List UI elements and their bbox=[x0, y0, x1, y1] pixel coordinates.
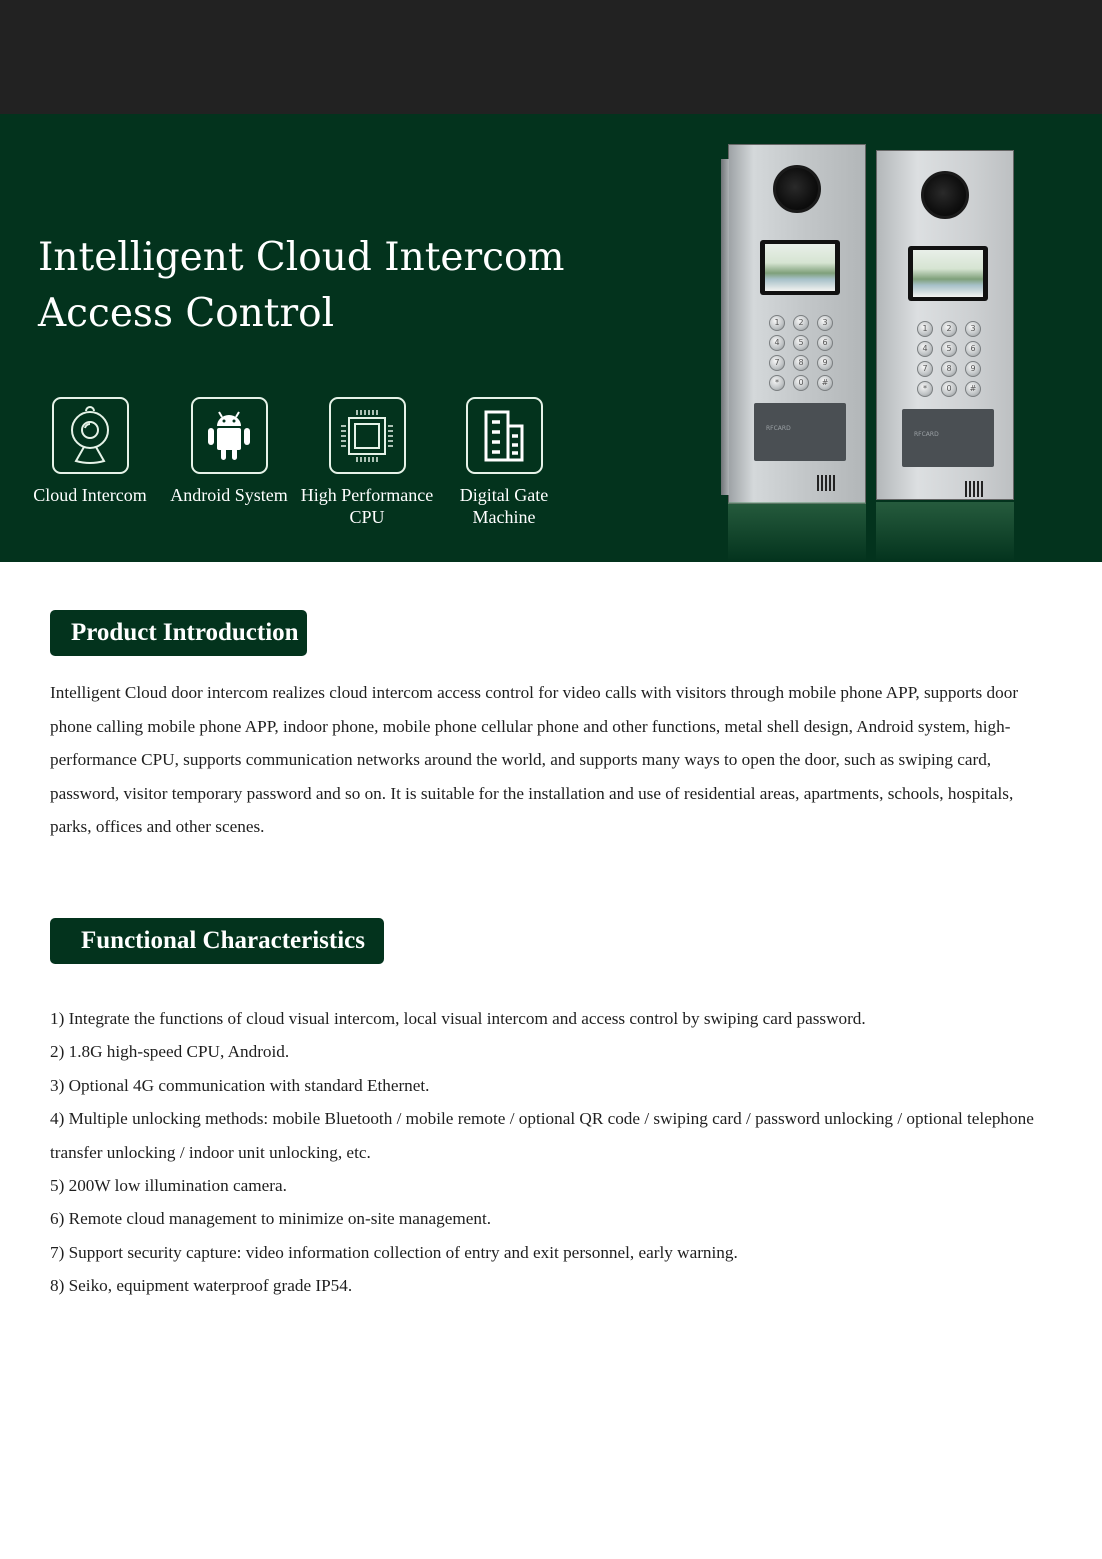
intercom-product-image bbox=[720, 144, 1020, 564]
list-item: 4) Multiple unlocking methods: mobile Bluetooth / mobile remote / optional QR code / swiping card / password unlocking / optional telephone transfer unlocking / indoor unit unlocking, etc. bbox=[50, 1109, 1034, 1162]
key: # bbox=[965, 381, 981, 397]
panel-reflection bbox=[876, 502, 1014, 562]
key: * bbox=[769, 375, 785, 391]
rfid-card-reader: RFCARD bbox=[754, 403, 846, 461]
feature-label-line-1: High Performance bbox=[300, 485, 434, 505]
top-dark-bar bbox=[0, 0, 1102, 114]
key: 0 bbox=[941, 381, 957, 397]
feature-label-line-2: CPU bbox=[349, 507, 385, 527]
list-item: 8) Seiko, equipment waterproof grade IP54. bbox=[50, 1276, 353, 1296]
feature-label: Android System bbox=[170, 485, 288, 505]
android-icon bbox=[191, 397, 268, 474]
key: 6 bbox=[817, 335, 833, 351]
feature-label-line-2: Machine bbox=[472, 507, 536, 527]
speaker-grill-icon bbox=[965, 481, 985, 497]
key: 3 bbox=[817, 315, 833, 331]
key: 7 bbox=[769, 355, 785, 371]
key: 1 bbox=[769, 315, 785, 331]
key: 5 bbox=[793, 335, 809, 351]
keypad bbox=[917, 321, 981, 397]
feature-icons-row bbox=[24, 397, 564, 537]
key: # bbox=[817, 375, 833, 391]
functional-characteristics-heading: Functional Characteristics bbox=[50, 918, 384, 964]
list-item: 7) Support security capture: video information collection of entry and exit personnel, early warning. bbox=[50, 1242, 738, 1262]
hero-banner bbox=[0, 114, 1102, 562]
feature-label: Cloud Intercom bbox=[33, 485, 147, 505]
cpu-chip-icon bbox=[329, 397, 406, 474]
keypad bbox=[769, 315, 833, 391]
product-introduction-heading: Product Introduction bbox=[50, 610, 307, 656]
key: 6 bbox=[965, 341, 981, 357]
feature-label-line-1: Digital Gate bbox=[459, 485, 549, 505]
page-title bbox=[38, 230, 658, 342]
key: * bbox=[917, 381, 933, 397]
display-screen bbox=[760, 240, 840, 295]
intercom-panel-left bbox=[728, 144, 866, 504]
display-screen bbox=[908, 246, 988, 301]
title-line-1: Intelligent Cloud Intercom bbox=[38, 235, 565, 280]
key: 8 bbox=[941, 361, 957, 377]
camera-icon bbox=[773, 165, 821, 213]
rfid-card-reader: RFCARD bbox=[902, 409, 994, 467]
key: 3 bbox=[965, 321, 981, 337]
webcam-icon bbox=[52, 397, 129, 474]
panel-reflection bbox=[728, 502, 866, 562]
list-item: 1) Integrate the functions of cloud visual intercom, local visual intercom and access control by swiping card password. bbox=[50, 1009, 866, 1028]
intercom-panel-right bbox=[876, 150, 1014, 500]
list-item: 5) 200W low illumination camera. bbox=[50, 1176, 287, 1196]
list-item: 2) 1.8G high-speed CPU, Android. bbox=[50, 1042, 290, 1062]
key: 4 bbox=[917, 341, 933, 357]
key: 1 bbox=[917, 321, 933, 337]
speaker-grill-icon bbox=[817, 475, 837, 491]
key: 2 bbox=[941, 321, 957, 337]
feature-digital-gate-machine bbox=[434, 397, 574, 528]
key: 9 bbox=[965, 361, 981, 377]
key: 2 bbox=[793, 315, 809, 331]
key: 5 bbox=[941, 341, 957, 357]
key: 4 bbox=[769, 335, 785, 351]
key: 7 bbox=[917, 361, 933, 377]
feature-cloud-intercom bbox=[20, 397, 160, 506]
camera-icon bbox=[921, 171, 969, 219]
product-introduction-text: Intelligent Cloud door intercom realizes cloud intercom access control for video calls with visitors through mobile phone APP, supports door phone calling mobile phone APP, indoor phone, mobile phone cellular phone and other functions, metal shell design, Android system, high-performance CPU, supports communication networks around the world, and supports many ways to open the door, such as swiping card, password, visitor temporary password and so on. It is suitable for the installation and use of residential areas, apartments, schools, hospitals, parks, offices and other scenes. bbox=[50, 683, 1019, 837]
key: 9 bbox=[817, 355, 833, 371]
feature-android-system bbox=[159, 397, 299, 506]
functional-characteristics-list bbox=[50, 1002, 1040, 1303]
building-icon bbox=[466, 397, 543, 474]
key: 8 bbox=[793, 355, 809, 371]
key: 0 bbox=[793, 375, 809, 391]
list-item: 3) Optional 4G communication with standard Ethernet. bbox=[50, 1075, 430, 1095]
feature-high-performance-cpu bbox=[297, 397, 437, 528]
title-line-2: Access Control bbox=[38, 291, 335, 336]
list-item: 6) Remote cloud management to minimize on-site management. bbox=[50, 1209, 492, 1229]
